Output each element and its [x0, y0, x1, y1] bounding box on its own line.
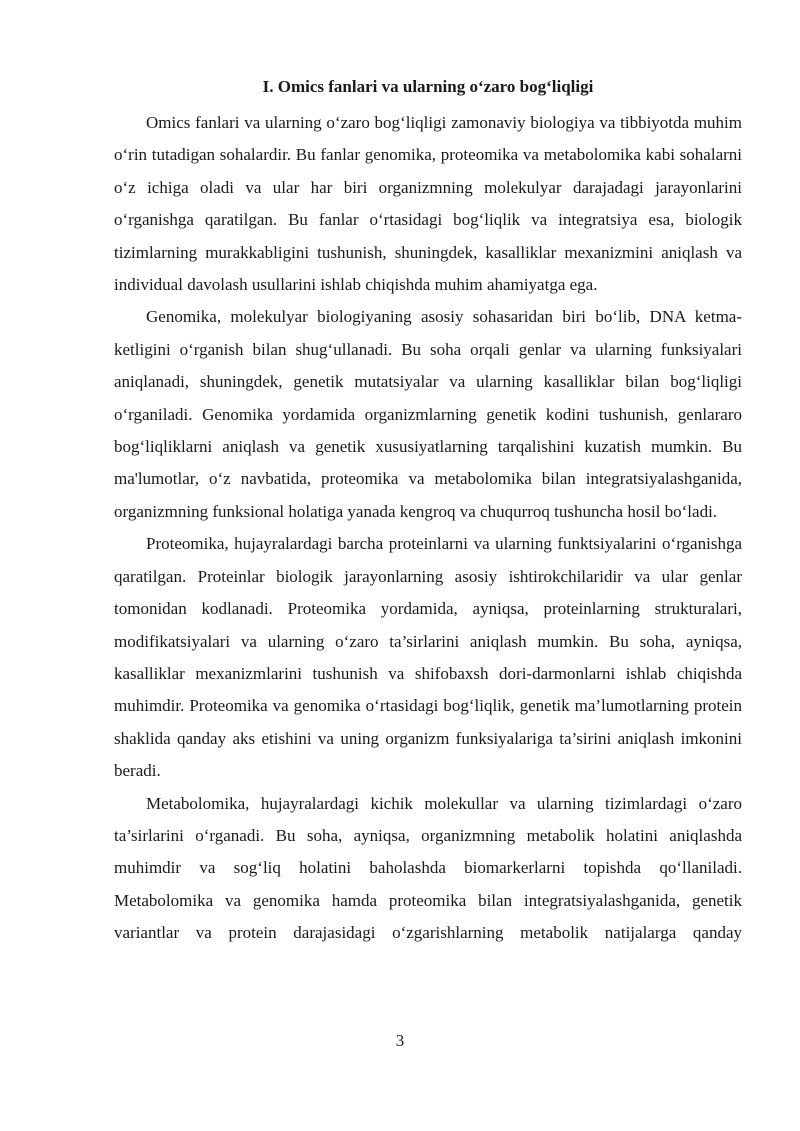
- page-number: 3: [395, 1031, 405, 1050]
- document-page: [114, 76, 742, 950]
- paragraph-omics-intro: Omics fanlari va ularning o‘zaro bog‘liqligi zamonaviy biologiya va tibbiyotda muhim o‘rin tutadigan sohalardir. Bu fanlar genomika, proteomika va metabolomika kabi sohalarni o‘z ichiga oladi va ular har biri organizmning molekulyar darajadagi jarayonlarini o‘rganishga qaratilgan. Bu fanlar o‘rtasidagi bog‘liqlik va integratsiya esa, biologik tizimlarning murakkabligini tushunish, shuningdek, kasalliklar mexanizmini aniqlash va individual davolash usullarini ishlab chiqishda muhim ahamiyatga ega.: [114, 113, 742, 295]
- section-title: I. Omics fanlari va ularning o‘zaro bog‘liqligi: [262, 77, 594, 96]
- paragraph-metabolomika: Metabolomika, hujayralardagi kichik molekullar va ularning tizimlardagi o‘zaro ta’sirlarini o‘rganadi. Bu soha, ayniqsa, organizmning metabolik holatini aniqlashda muhimdir va sog‘liq holatini baholashda biomarkerlarni topishda qo‘llaniladi. Metabolomika va genomika hamda proteomika bilan integratsiyalashganida, genetik variantlar va protein darajasidagi o‘zgarishlarning metabolik natijalarga qanday: [114, 793, 742, 943]
- paragraph-genomika: Genomika, molekulyar biologiyaning asosiy sohasaridan biri bo‘lib, DNA ketma-ketligini o‘rganish bilan shug‘ullanadi. Bu soha orqali genlar va ularning funksiyalari aniqlanadi, shuningdek, genetik mutatsiyalar va ularning kasalliklar bilan bog‘liqligi o‘rganiladi. Genomika yordamida organizmlarning genetik kodini tushunish, genlararo bog‘liqliklarni aniqlash va genetik xususiyatlarning tarqalishini kuzatish mumkin. Bu ma'lumotlar, o‘z navbatida, proteomika va metabolomika bilan integratsiyalashganida, organizmning funksional holatiga yanada kengroq va chuqurroq tushuncha hosil bo‘ladi.: [114, 307, 742, 521]
- paragraph-proteomika: Proteomika, hujayralardagi barcha proteinlarni va ularning funktsiyalarini o‘rganishga qaratilgan. Proteinlar biologik jarayonlarning asosiy ishtirokchilaridir va ular genlar tomonidan kodlanadi. Proteomika yordamida, ayniqsa, proteinlarning strukturalari, modifikatsiyalari va ularning o‘zaro ta’sirlarini aniqlash mumkin. Bu soha, ayniqsa, kasalliklar mexanizmlarini tushunish va shifobaxsh dori-darmonlarni ishlab chiqishda muhimdir. Proteomika va genomika o‘rtasidagi bog‘liqlik, genetik ma’lumotlarning protein shaklida qanday aks etishini va uning organizm funksiyalariga ta’sirini aniqlash imkonini beradi.: [114, 534, 742, 781]
